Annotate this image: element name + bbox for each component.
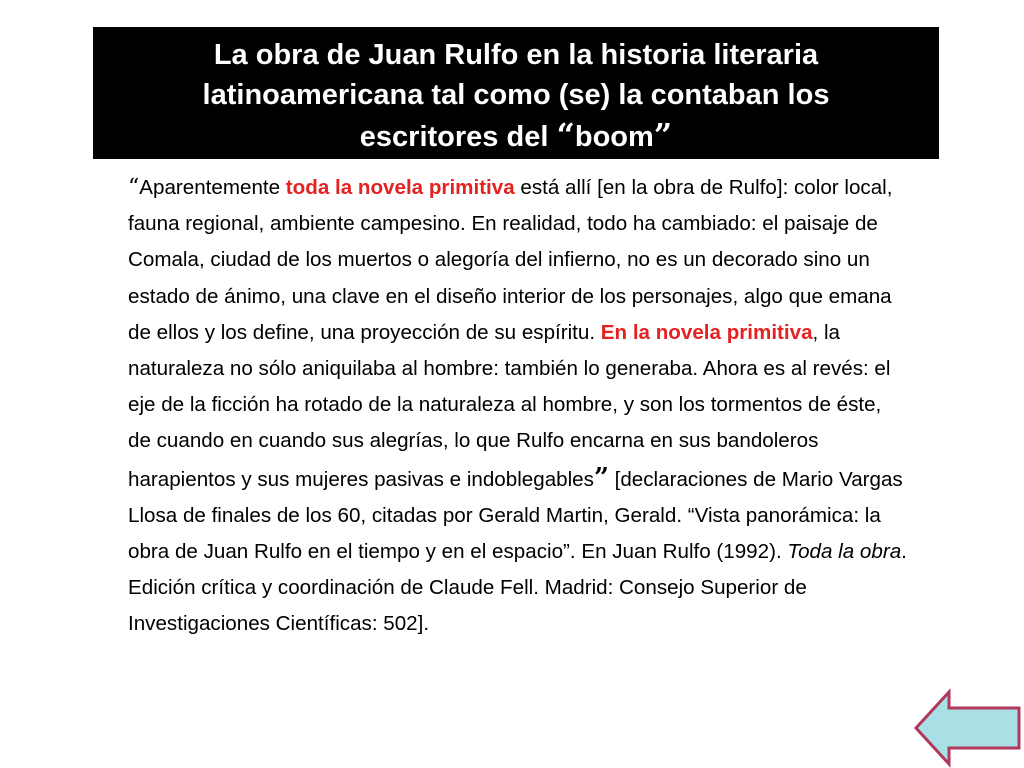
previous-slide-button[interactable] [913,688,1023,768]
citation-book-title: Toda la obra [787,540,902,564]
quote-segment-3: , la naturaleza no sólo aniquilaba al hombre: también lo generaba. Ahora es al revés: el eje de la ficción ha rotado de la naturaleza al hombre, y son los tormentos de éste, de cuando en cuando sus alegrías, lo que Rulfo encarna en sus bandoleros harapientos y sus mujeres pasivas e indoblegables [128,320,891,491]
citation-segment-2: . Edición crítica y coordinación de Claude Fell. Madrid: Consejo Superior de Investigaciones Científicas: 502]. [128,540,907,636]
quote-close-mark: ” [593,462,609,493]
quote-open-mark: “ [128,175,140,200]
left-arrow-icon [913,688,1023,768]
citation-segment-1: [declaraciones de Mario Vargas Llosa de finales de los 60, citadas por Gerald Martin, Gerald. “Vista panorámica: la obra de Juan Rulfo en el tiempo y en el espacio”. En Juan Rulfo (1992). [128,467,903,564]
quote-segment-1: Aparentemente [139,176,286,199]
title-open-quote: “ [556,116,575,154]
slide-title [93,27,939,159]
title-line-3-text: escritores del [359,121,557,153]
title-close-quote: ” [653,116,673,154]
quote-segment-2: está allí [en la obra de Rulfo]: color local, fauna regional, ambiente campesino. En realidad, todo ha cambiado: el paisaje de Comala, ciudad de los muertos o alegoría del infierno, no es un decorado sino un estado de ánimo, una clave en el diseño interior de los personajes, algo que emana de ellos y los define, una proyección de su espíritu. [128,176,893,344]
title-line-1: La obra de Juan Rulfo en la historia literaria [213,39,819,71]
quote-body [128,170,908,643]
quote-paragraph [128,170,908,643]
highlight-novela-primitiva-1: toda la novela primitiva [285,176,515,199]
title-line-3 [109,115,923,157]
title-line-2: latinoamericana tal como (se) la contaban los [202,79,830,111]
highlight-novela-primitiva-2: En la novela primitiva [600,320,813,344]
title-boom-word: boom [574,121,654,153]
